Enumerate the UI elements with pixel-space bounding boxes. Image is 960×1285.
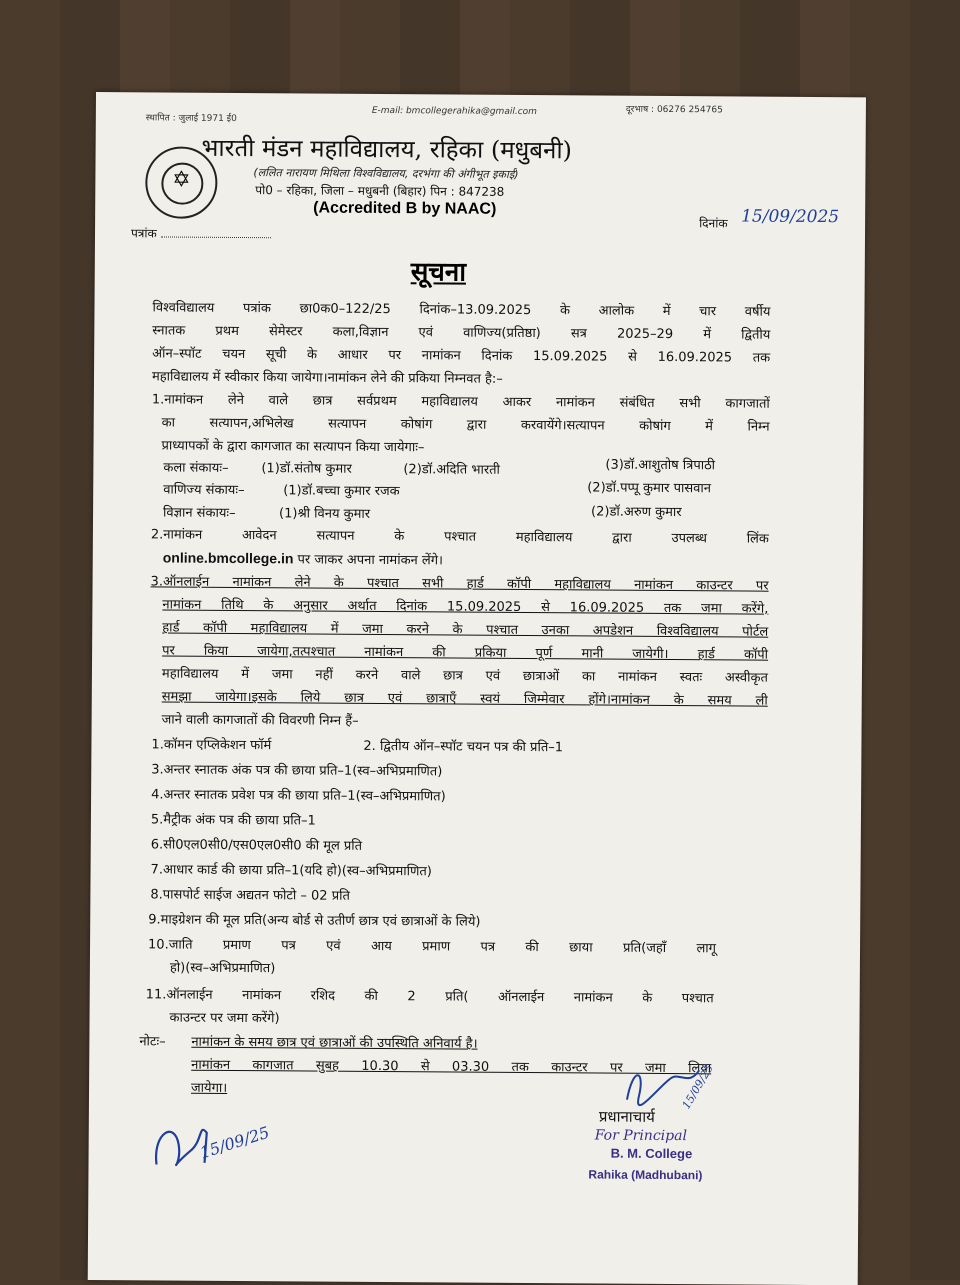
doc-item-6: 6.सी0एल0सी0/एस0एल0सी0 की मूल प्रति bbox=[150, 837, 363, 854]
note-line-1: नामांकन के समय छात्र एवं छात्राओं की उपस्थिति अनिवार्य है। bbox=[191, 1034, 478, 1052]
doc-item-11-line-1: 11.ऑनलाईन नामांकन रशिद की 2 प्रति( ऑनलाईन नामांकन के पश्चात bbox=[145, 987, 714, 1007]
faculty-arts-2: (2)डॉ.अदिति भारती bbox=[403, 462, 501, 478]
note-line-3: जायेगा। bbox=[190, 1080, 228, 1096]
doc-item-10-line-2: हो)(स्व–अभिप्रमाणित) bbox=[169, 960, 276, 977]
faculty-science-2: (2)डॉ.अरुण कुमार bbox=[591, 504, 682, 521]
doc-item-3: 3.अन्तर स्नातक अंक पत्र की छाया प्रति–1(स्व–अभिप्रमाणित) bbox=[151, 762, 443, 780]
point3-line-4: पर किया जायेगा,तत्पश्चात नामांकन की प्रकिया पूर्ण मानी जायेगी। हार्ड कॉपी bbox=[162, 643, 769, 663]
handwritten-date: 15/09/2025 bbox=[741, 206, 840, 228]
date-label: दिनांक bbox=[699, 216, 728, 231]
doc-item-7: 7.आधार कार्ड की छाया प्रति–1(यदि हो)(स्व–अभिप्रमाणित) bbox=[150, 862, 432, 880]
point3-line-1: 3.ऑनलाईन नामांकन लेने के पश्चात सभी हार्ड कॉपी महाविद्यालय नामांकन काउन्टर पर bbox=[150, 574, 769, 594]
faculty-science-label: विज्ञान संकायः– bbox=[163, 505, 236, 521]
right-signature-date: 15/09/25 bbox=[679, 1062, 716, 1112]
established-text: स्थापित : जुलाई 1971 ई0 bbox=[145, 113, 237, 124]
doc-item-11-line-2: काउन्टर पर जमा करेंगे) bbox=[169, 1010, 280, 1027]
stamp-for-principal: For Principal bbox=[594, 1127, 688, 1145]
faculty-commerce-1: (1)डॉ.बच्चा कुमार रजक bbox=[283, 483, 400, 500]
point3-line-5: महाविद्यालय में जमा नहीं करने वाले छात्र एवं छात्राओं का नामांकन स्वतः अस्वीकृत bbox=[161, 666, 768, 686]
principal-designation: प्रधानाचार्य bbox=[598, 1107, 655, 1126]
stamp-college: B. M. College bbox=[610, 1145, 693, 1162]
doc-item-9: 9.माइग्रेशन की मूल प्रति(अन्य बोर्ड से उतीर्ण छात्र एवं छात्राओं के लिये) bbox=[148, 912, 481, 930]
doc-item-8: 8.पासपोर्ट साईज अद्यतन फोटो – 02 प्रति bbox=[150, 887, 350, 904]
point3-line-2: नामांकन तिथि के अनुसार अर्थात दिनांक 15.09.2025 से 16.09.2025 तक जमा करेंगे, bbox=[162, 597, 769, 617]
phone-text: दूरभाष : 06276 254765 bbox=[625, 104, 723, 116]
address-text: पो0 – रहिका, जिला – मधुबनी (बिहार) पिन : 847238 bbox=[255, 183, 505, 199]
point1-line-2: का सत्यापन,अभिलेख सत्यापन कोषांग द्वारा करवायेंगे।सत्यापन कोषांग में निम्न bbox=[161, 415, 770, 435]
naac-accreditation: (Accredited B by NAAC) bbox=[313, 199, 497, 218]
affiliation-text: (ललित नारायण मिथिला विश्वविद्यालय, दरभंगा की अंगीभूत इकाई) bbox=[253, 166, 519, 181]
point2-line-1: 2.नामांकन आवेदन सत्यापन के पश्चात महाविद्यालय द्वारा उपलब्ध लिंक bbox=[150, 527, 769, 547]
point3-line-6: समझा जायेगा।इसके लिये छात्र एवं छात्राएँ स्वयं जिम्मेवार होंगे।नामांकन के समय ली bbox=[161, 689, 768, 709]
faculty-arts-3: (3)डॉ.आशुतोष त्रिपाठी bbox=[605, 457, 716, 474]
intro-line-1: विश्वविद्यालय पत्रांक छा0क0–122/25 दिनांक–13.09.2025 के आलोक में चार वर्षीय bbox=[152, 300, 771, 320]
faculty-commerce-2: (2)डॉ.पप्पू कुमार पासवान bbox=[587, 480, 712, 497]
email-text: E-mail: bmcollegerahika@gmail.com bbox=[371, 105, 537, 118]
doc-item-5: 5.मैट्रीक अंक पत्र की छाया प्रति–1 bbox=[150, 812, 316, 829]
doc-item-2: 2. द्वितीय ऑन–स्पॉट चयन पत्र की प्रति–1 bbox=[363, 738, 564, 756]
note-line-2: नामांकन कागजात सुबह 10.30 से 03.30 तक काउन्टर पर जमा लिया bbox=[191, 1057, 712, 1077]
doc-item-10-line-1: 10.जाति प्रमाण पत्र एवं आय प्रमाण पत्र की छाया प्रति(जहाँ लागू bbox=[147, 937, 717, 957]
point2-rest: पर जाकर अपना नामांकन लेंगे। bbox=[293, 552, 444, 569]
stamp-location: Rahika (Madhubani) bbox=[588, 1167, 703, 1183]
doc-item-1: 1.कॉमन एप्लिकेशन फॉर्म bbox=[151, 737, 272, 754]
college-name: भारती मंडन महाविद्यालय, रहिका (मधुबनी) bbox=[201, 133, 573, 165]
doc-item-4: 4.अन्तर स्नातक प्रवेश पत्र की छाया प्रति–1(स्व–अभिप्रमाणित) bbox=[151, 787, 446, 805]
ref-label: पत्रांक bbox=[131, 222, 271, 246]
point1-line-3: प्राध्यापकों के द्वारा कागजात का सत्यापन किया जायेगाः– bbox=[161, 438, 425, 456]
college-logo: ✡ bbox=[145, 146, 218, 219]
faculty-commerce-label: वाणिज्य संकायः– bbox=[163, 482, 245, 499]
notice-paper bbox=[88, 92, 866, 1285]
intro-line-4: महाविद्यालय में स्वीकार किया जायेगा।नामांकन लेने की प्रकिया निम्नवत है:– bbox=[151, 369, 503, 387]
point3-line-7: जाने वाली कागजातों की विवरणी निम्न हैं– bbox=[161, 712, 359, 729]
point1-line-1: 1.नामांकन लेने वाले छात्र सर्वप्रथम महाविद्यालय आकर नामांकन संबंधित सभी कागजातों bbox=[151, 392, 770, 412]
intro-line-2: स्नातक प्रथम सेमेस्टर कला,विज्ञान एवं वाणिज्य(प्रतिष्ठा) सत्र 2025–29 में द्वितीय bbox=[152, 323, 771, 343]
notice-title: सूचना bbox=[410, 257, 467, 288]
intro-line-3: ऑन–स्पॉट चयन सूची के आधार पर नामांकन दिनांक 15.09.2025 से 16.09.2025 तक bbox=[152, 346, 771, 366]
left-signature-date: 15/09/25 bbox=[197, 1122, 272, 1163]
admission-link[interactable]: online.bmcollege.in bbox=[162, 549, 294, 567]
note-label: नोटः– bbox=[139, 1034, 166, 1050]
faculty-arts-label: कला संकायः– bbox=[163, 460, 229, 476]
point2-line-2 bbox=[163, 546, 443, 572]
faculty-arts-1: (1)डॉ.संतोष कुमार bbox=[261, 461, 352, 477]
faculty-science-1: (1)श्री विनय कुमार bbox=[279, 506, 371, 522]
point3-line-3: हार्ड कॉपी महाविद्यालय में जमा करने के पश्चात उनका अपडेशन विश्वविद्यालय पोर्टल bbox=[162, 620, 769, 640]
